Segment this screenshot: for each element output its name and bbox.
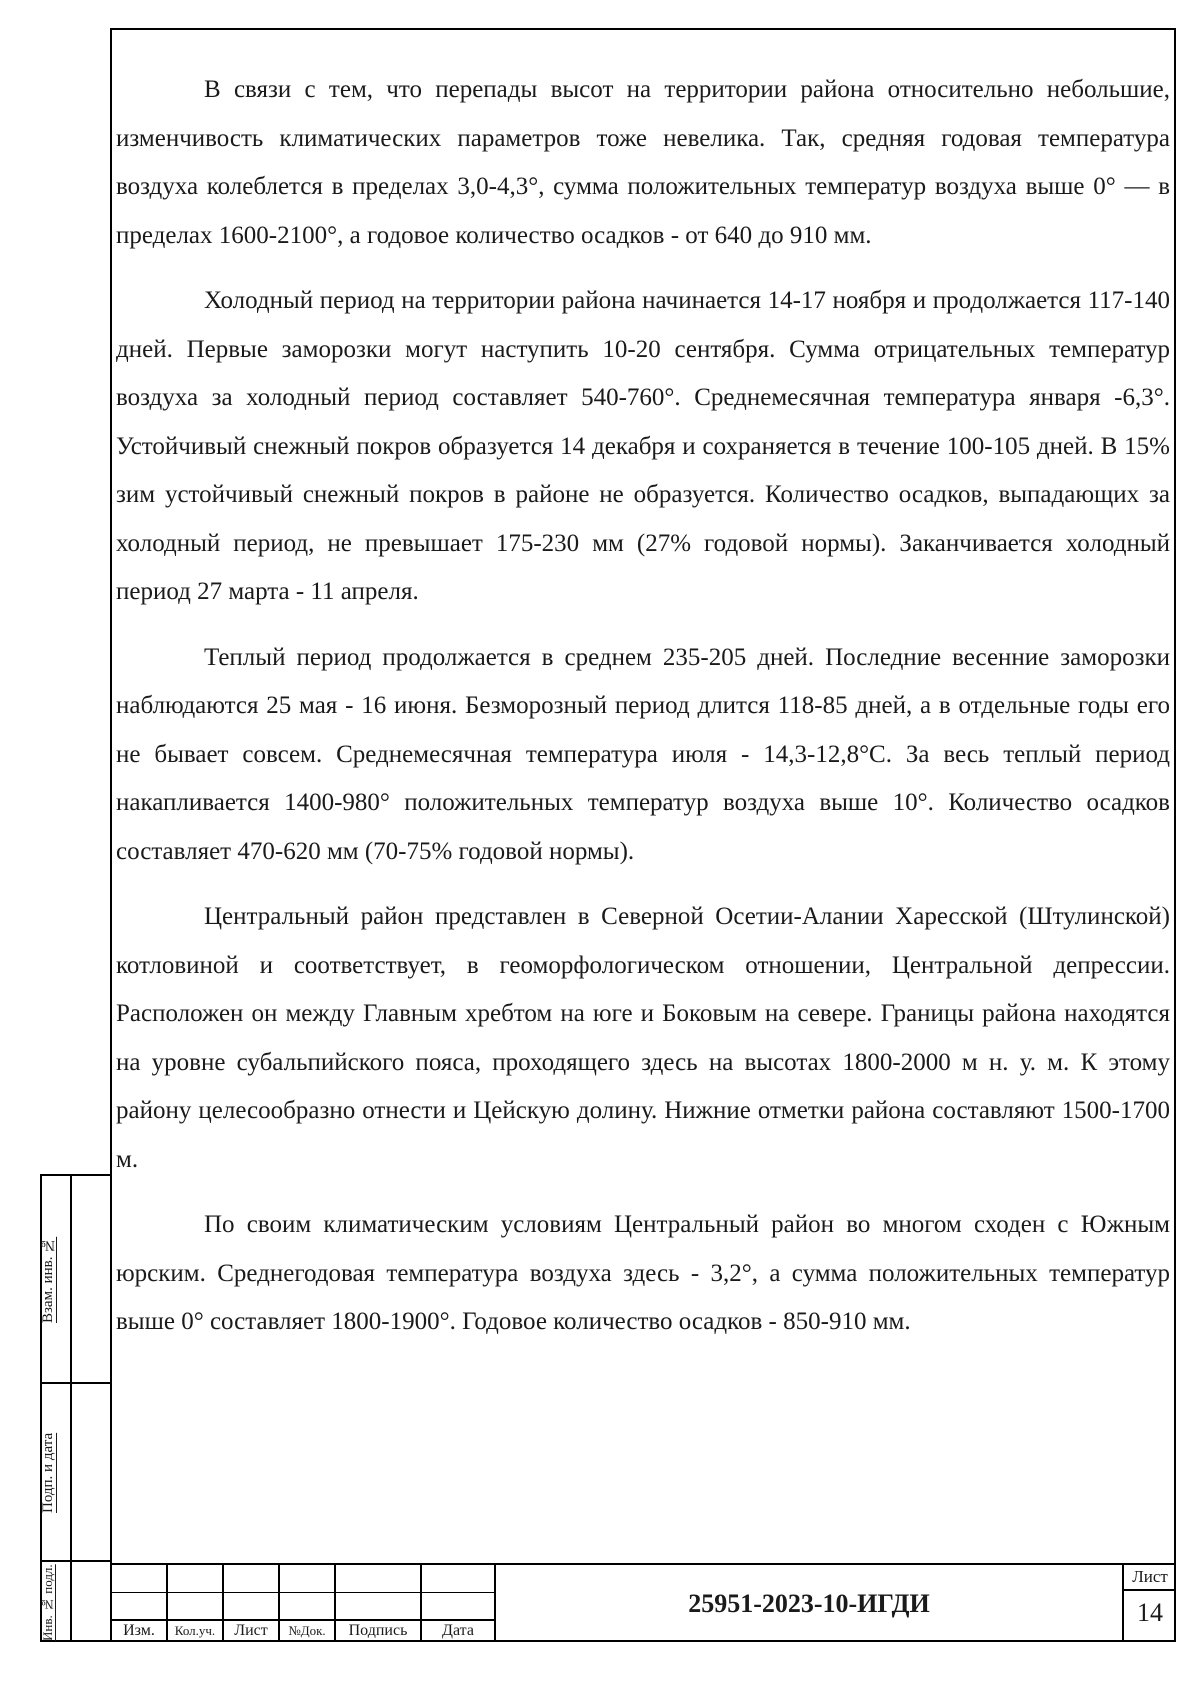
sheet-label: Лист	[1132, 1567, 1168, 1586]
side-cell-signature	[42, 1382, 112, 1560]
side-label-vzam: Взам. инв. №	[40, 1236, 56, 1324]
header-kol-uch: Кол.уч.	[174, 1623, 216, 1638]
paragraph-5: По своим климатическим условиям Центральный район во многом сходен с Южным юрским. Среднегодовая температура воздуха здесь - 3,2°, а сумма положительных температур выше 0° составляет 1800-1900°. Годовое количество осадков - 850-910 мм.	[116, 1211, 1170, 1335]
document-code: 25951-2023-10-ИГДИ	[688, 1589, 930, 1618]
revision-grid	[110, 1565, 494, 1642]
title-block	[110, 1563, 1176, 1642]
paragraph-3: Теплый период продолжается в среднем 235-205 дней. Последние весенние заморозки наблюдаются 25 мая - 16 июня. Безморозный период длится 118-85 дней, а в отдельные годы его не бывает совсем. Среднемесячная температура июля - 14,3-12,8°С. За весь теплый период накапливается 1400-980° положительных температур воздуха выше 10°. Количество осадков составляет 470-620 мм (70-75% годовой нормы).	[116, 643, 1170, 865]
document-body	[116, 66, 1170, 1364]
sheet-number: 14	[1137, 1598, 1163, 1627]
side-cell-inventory	[42, 1560, 112, 1642]
paragraph-1: В связи с тем, что перепады высот на территории района относительно небольшие, изменчивость климатических параметров тоже невелика. Так, средняя годовая температура воздуха колеблется в пределах 3,0-4,3°, сумма положительных температур воздуха выше 0° — в пределах 1600-2100°, а годовое количество осадков - от 640 до 910 мм.	[116, 76, 1170, 249]
side-label-podp: Подп. и дата	[40, 1432, 56, 1514]
paragraph-4: Центральный район представлен в Северной Осетии-Алании Харесской (Штулинской) котловиной и соответствует, в геоморфологическом отношении, Центральной депрессии. Расположен он между Главным хребтом на юге и Боковым на севере. Границы района находятся на уровне субальпийского пояса, проходящего здесь на высотах 1800-2000 м н. у. м. К этому району целесообразно отнести и Цейскую долину. Нижние отметки района составляют 1500-1700 м.	[116, 903, 1170, 1173]
header-n-dok: №Док.	[288, 1623, 326, 1638]
sheet-box	[1122, 1565, 1176, 1642]
side-label-inv: Инв. № подл.	[40, 1564, 55, 1642]
header-izm: Изм.	[123, 1622, 155, 1639]
sheet-separator	[1124, 1589, 1176, 1591]
paragraph-2: Холодный период на территории района начинается 14-17 ноября и продолжается 117-140 дней. Первые заморозки могут наступить 10-20 сентября. Сумма отрицательных температур воздуха за холодный период составляет 540-760°. Среднемесячная температура января -6,3°. Устойчивый снежный покров образуется 14 декабря и сохраняется в течение 100-105 дней. В 15% зим устойчивый снежный покров в районе не образуется. Количество осадков, выпадающих за холодный период, не превышает 175-230 мм (27% годовой нормы). Заканчивается холодный период 27 марта - 11 апреля.	[116, 287, 1170, 605]
header-data: Дата	[442, 1622, 474, 1639]
side-cell-replacement	[42, 1176, 112, 1382]
side-stamp	[40, 1174, 110, 1642]
header-podpis: Подпись	[348, 1622, 408, 1639]
header-list: Лист	[234, 1622, 268, 1639]
